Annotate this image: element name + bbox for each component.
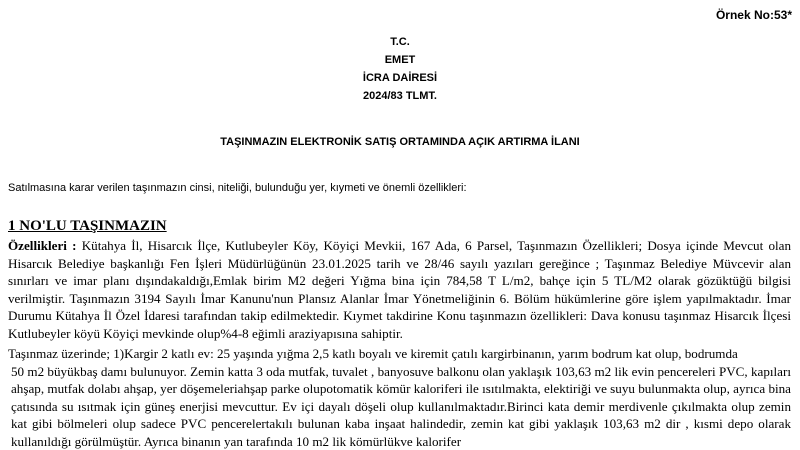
header-office: İCRA DAİRESİ: [362, 72, 438, 84]
building-text-first: Taşınmaz üzerinde; 1)Kargir 2 katlı ev: 25 yaşında yığma 2,5 katlı boyalı ve kiremit çatılı kargirbinanın, yarım bodrum kat olup, bodrumda: [8, 346, 738, 361]
building-text-rest: 50 m2 büyükbaş damı bulunuyor. Zemin katta 3 oda mutfak, tuvalet , banyosuve balkonu olan yaklaşık 103,63 m2 lik evin pencereleri PVC, kapıları ahşap, mutfak dolabı ahşap, yer döşemeleriahşap parke olupotomatik kömür kaloriferi ile ısıtılmakta, elektiriği ve suyu bulunmakta olup, ayrıca bina çatısında su ısıtmak için güneş enerjisi mevcuttur. Ev içi dayalı döşeli olup kullanılmaktadır.Birinci kata demir merdivenle çıkılmakta olup zemin kat gibi bölmeleri olup sadece PVC pencerelertakılı bulunan kaba inşaat halindedir, zemin kat gibi yaklaşık 103,63 m2 dir , kısmi depo olarak kullanıldığı görülmüştür. Ayrıca binanın yan tarafında 10 m2 lik kömürlükve kalorifer: [11, 363, 791, 449]
header-file-number: 2024/83 TLMT.: [363, 90, 437, 102]
features-label: Özellikleri :: [8, 238, 77, 253]
office-header: [0, 33, 800, 105]
features-text: Kütahya İl, Hisarcık İlçe, Kutlubeyler Köy, Köyiçi Mevkii, 167 Ada, 6 Parsel, Taşınmazın Özellikleri; Dosya içinde Mevcut olan Hisarcık Belediye başkanlığı Fen İşleri Müdürlüğünün 23.01.2025 tarih ve 28/46 sayılı yazıları gereğince ; Taşınmaz Belediye Müvcevir alan sınırları ve imar planı dışındakaldığı,Emlak birim M2 değeri Yığma bina için 784,58 T L/m2, bahçe için 5 TL/M2 olarak gözüktüğü bilgisi verilmiştir. Taşınmazın 3194 Sayılı İmar Kanunu'nun Plansız Alanlar İmar Yönetmeliğinin 6. Bölüm hükümlerine göre işlem yapılmaktadır. İmar Durumu Kütahya İl Özel İdaresi tarafından takip edilmektedir. Kıymet takdirine Konu taşınmazın özellikleri: Dava konusu taşınmaz Hisarcık İlçesi Kutlubeyler köyü Köyiçi mevkinde olup%4-8 eğimli araziyapısına sahiptir.: [8, 238, 791, 341]
announcement-title: TAŞINMAZIN ELEKTRONİK SATIŞ ORTAMINDA AÇIK ARTIRMA İLANI: [220, 136, 580, 148]
property-features: [8, 237, 791, 342]
header-tc: T.C.: [390, 36, 410, 48]
example-number: Örnek No:53*: [715, 8, 792, 22]
header-district: EMET: [384, 54, 416, 66]
building-description: [8, 345, 791, 450]
property-heading: 1 NO'LU TAŞINMAZIN: [8, 218, 167, 234]
intro-text: Satılmasına karar verilen taşınmazın cinsi, niteliği, bulunduğu yer, kıymeti ve önemli özellikleri:: [8, 182, 467, 194]
